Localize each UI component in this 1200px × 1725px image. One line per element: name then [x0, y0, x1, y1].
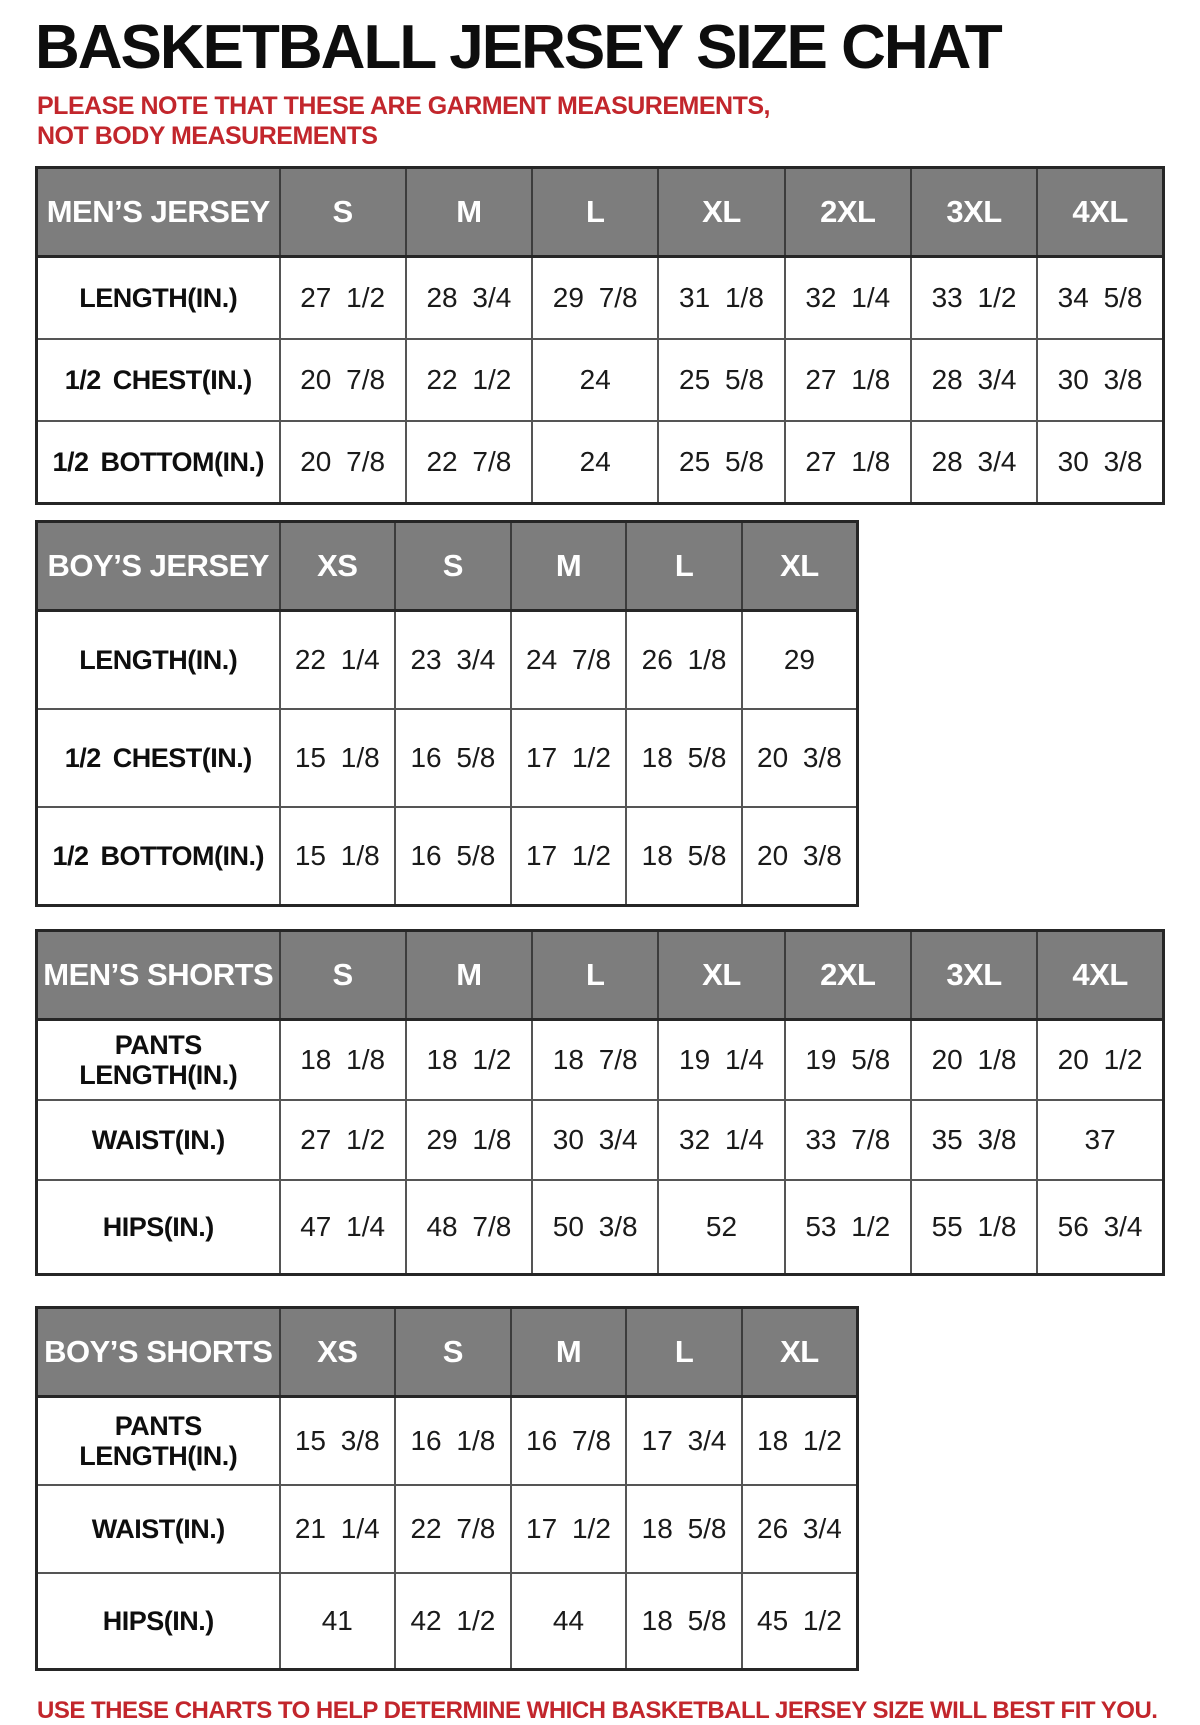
mens-jersey-table	[35, 166, 1165, 505]
value-cell: 37	[1037, 1100, 1163, 1180]
value-cell: 45 1/2	[742, 1573, 858, 1670]
value-cell: 33 7/8	[785, 1100, 911, 1180]
size-header-cell: S	[395, 522, 511, 611]
boys-shorts-table	[35, 1306, 859, 1671]
value-cell: 32 1/4	[785, 257, 911, 340]
size-header-cell: S	[280, 931, 406, 1020]
value-cell: 32 1/4	[658, 1100, 784, 1180]
value-cell: 30 3/4	[532, 1100, 658, 1180]
value-cell: 52	[658, 1180, 784, 1275]
value-cell: 27 1/8	[785, 339, 911, 421]
value-cell: 18 5/8	[626, 807, 742, 906]
value-cell: 28 3/4	[911, 339, 1037, 421]
size-header-cell: XL	[658, 168, 784, 257]
size-header-cell: XL	[742, 522, 858, 611]
value-cell: 18 1/2	[742, 1397, 858, 1486]
table-row	[37, 1485, 858, 1573]
value-cell: 15 1/8	[280, 709, 396, 807]
value-cell: 21 1/4	[280, 1485, 396, 1573]
value-cell: 44	[511, 1573, 627, 1670]
table-row	[37, 611, 858, 710]
table-row	[37, 339, 1164, 421]
value-cell: 23 3/4	[395, 611, 511, 710]
size-header-cell: S	[395, 1308, 511, 1397]
value-cell: 16 1/8	[395, 1397, 511, 1486]
size-header-cell: L	[532, 168, 658, 257]
value-cell: 48 7/8	[406, 1180, 532, 1275]
value-cell: 15 1/8	[280, 807, 396, 906]
row-label: HIPS(IN.)	[37, 1180, 280, 1275]
table-title-cell: BOY’S SHORTS	[37, 1308, 280, 1397]
table-row	[37, 1100, 1164, 1180]
size-header-cell: XS	[280, 1308, 396, 1397]
row-label: 1/2 CHEST(IN.)	[37, 339, 280, 421]
size-header-cell: M	[406, 931, 532, 1020]
value-cell: 20 1/2	[1037, 1020, 1163, 1101]
garment-measurement-note: PLEASE NOTE THAT THESE ARE GARMENT MEASUREMENTS, NOT BODY MEASUREMENTS	[37, 92, 770, 150]
size-header-cell: M	[511, 1308, 627, 1397]
table-title-cell: MEN’S JERSEY	[37, 168, 280, 257]
value-cell: 19 1/4	[658, 1020, 784, 1101]
header-row	[37, 168, 1164, 257]
value-cell: 41	[280, 1573, 396, 1670]
value-cell: 24 7/8	[511, 611, 627, 710]
size-header-cell: L	[626, 1308, 742, 1397]
value-cell: 17 1/2	[511, 807, 627, 906]
value-cell: 29 7/8	[532, 257, 658, 340]
header-row	[37, 1308, 858, 1397]
size-header-cell: M	[406, 168, 532, 257]
value-cell: 18 1/2	[406, 1020, 532, 1101]
value-cell: 28 3/4	[911, 421, 1037, 504]
value-cell: 24	[532, 421, 658, 504]
value-cell: 16 7/8	[511, 1397, 627, 1486]
value-cell: 22 1/4	[280, 611, 396, 710]
size-header-cell: 3XL	[911, 931, 1037, 1020]
value-cell: 22 1/2	[406, 339, 532, 421]
value-cell: 56 3/4	[1037, 1180, 1163, 1275]
row-label: LENGTH(IN.)	[37, 611, 280, 710]
value-cell: 27 1/2	[280, 1100, 406, 1180]
mens-shorts-table	[35, 929, 1165, 1276]
table-title-cell: BOY’S JERSEY	[37, 522, 280, 611]
value-cell: 17 3/4	[626, 1397, 742, 1486]
header-row	[37, 522, 858, 611]
value-cell: 42 1/2	[395, 1573, 511, 1670]
value-cell: 30 3/8	[1037, 339, 1163, 421]
value-cell: 20 7/8	[280, 339, 406, 421]
value-cell: 20 1/8	[911, 1020, 1037, 1101]
header-row	[37, 931, 1164, 1020]
row-label: WAIST(IN.)	[37, 1100, 280, 1180]
value-cell: 30 3/8	[1037, 421, 1163, 504]
table-row	[37, 709, 858, 807]
value-cell: 18 1/8	[280, 1020, 406, 1101]
size-header-cell: S	[280, 168, 406, 257]
table-row	[37, 257, 1164, 340]
size-tables-container	[35, 166, 1200, 1671]
value-cell: 34 5/8	[1037, 257, 1163, 340]
value-cell: 33 1/2	[911, 257, 1037, 340]
table-title-cell: MEN’S SHORTS	[37, 931, 280, 1020]
row-label: WAIST(IN.)	[37, 1485, 280, 1573]
value-cell: 17 1/2	[511, 709, 627, 807]
row-label: PANTS LENGTH(IN.)	[37, 1020, 280, 1101]
value-cell: 20 3/8	[742, 807, 858, 906]
table-row	[37, 421, 1164, 504]
value-cell: 50 3/8	[532, 1180, 658, 1275]
size-header-cell: 4XL	[1037, 168, 1163, 257]
value-cell: 19 5/8	[785, 1020, 911, 1101]
value-cell: 24	[532, 339, 658, 421]
size-header-cell: XL	[658, 931, 784, 1020]
table-row	[37, 1397, 858, 1486]
value-cell: 47 1/4	[280, 1180, 406, 1275]
value-cell: 55 1/8	[911, 1180, 1037, 1275]
boys-jersey-table	[35, 520, 859, 907]
row-label: HIPS(IN.)	[37, 1573, 280, 1670]
size-header-cell: 3XL	[911, 168, 1037, 257]
value-cell: 29	[742, 611, 858, 710]
value-cell: 27 1/8	[785, 421, 911, 504]
value-cell: 17 1/2	[511, 1485, 627, 1573]
value-cell: 18 5/8	[626, 1485, 742, 1573]
row-label: 1/2 BOTTOM(IN.)	[37, 421, 280, 504]
size-header-cell: XS	[280, 522, 396, 611]
row-label: LENGTH(IN.)	[37, 257, 280, 340]
value-cell: 31 1/8	[658, 257, 784, 340]
value-cell: 22 7/8	[406, 421, 532, 504]
value-cell: 26 1/8	[626, 611, 742, 710]
value-cell: 18 5/8	[626, 709, 742, 807]
size-header-cell: 2XL	[785, 931, 911, 1020]
value-cell: 27 1/2	[280, 257, 406, 340]
table-row	[37, 807, 858, 906]
value-cell: 18 7/8	[532, 1020, 658, 1101]
value-cell: 29 1/8	[406, 1100, 532, 1180]
size-header-cell: 2XL	[785, 168, 911, 257]
row-label: 1/2 BOTTOM(IN.)	[37, 807, 280, 906]
value-cell: 20 7/8	[280, 421, 406, 504]
value-cell: 35 3/8	[911, 1100, 1037, 1180]
value-cell: 53 1/2	[785, 1180, 911, 1275]
value-cell: 26 3/4	[742, 1485, 858, 1573]
table-row	[37, 1573, 858, 1670]
value-cell: 25 5/8	[658, 421, 784, 504]
value-cell: 16 5/8	[395, 807, 511, 906]
value-cell: 16 5/8	[395, 709, 511, 807]
footer-note: USE THESE CHARTS TO HELP DETERMINE WHICH BASKETBALL JERSEY SIZE WILL BEST FIT YOU.	[37, 1697, 1158, 1725]
value-cell: 15 3/8	[280, 1397, 396, 1486]
value-cell: 25 5/8	[658, 339, 784, 421]
table-row	[37, 1020, 1164, 1101]
size-header-cell: L	[532, 931, 658, 1020]
row-label: PANTS LENGTH(IN.)	[37, 1397, 280, 1486]
value-cell: 28 3/4	[406, 257, 532, 340]
size-header-cell: XL	[742, 1308, 858, 1397]
size-header-cell: 4XL	[1037, 931, 1163, 1020]
size-header-cell: M	[511, 522, 627, 611]
table-row	[37, 1180, 1164, 1275]
page-title: BASKETBALL JERSEY SIZE CHAT	[35, 13, 1001, 82]
value-cell: 18 5/8	[626, 1573, 742, 1670]
size-header-cell: L	[626, 522, 742, 611]
value-cell: 20 3/8	[742, 709, 858, 807]
value-cell: 22 7/8	[395, 1485, 511, 1573]
row-label: 1/2 CHEST(IN.)	[37, 709, 280, 807]
